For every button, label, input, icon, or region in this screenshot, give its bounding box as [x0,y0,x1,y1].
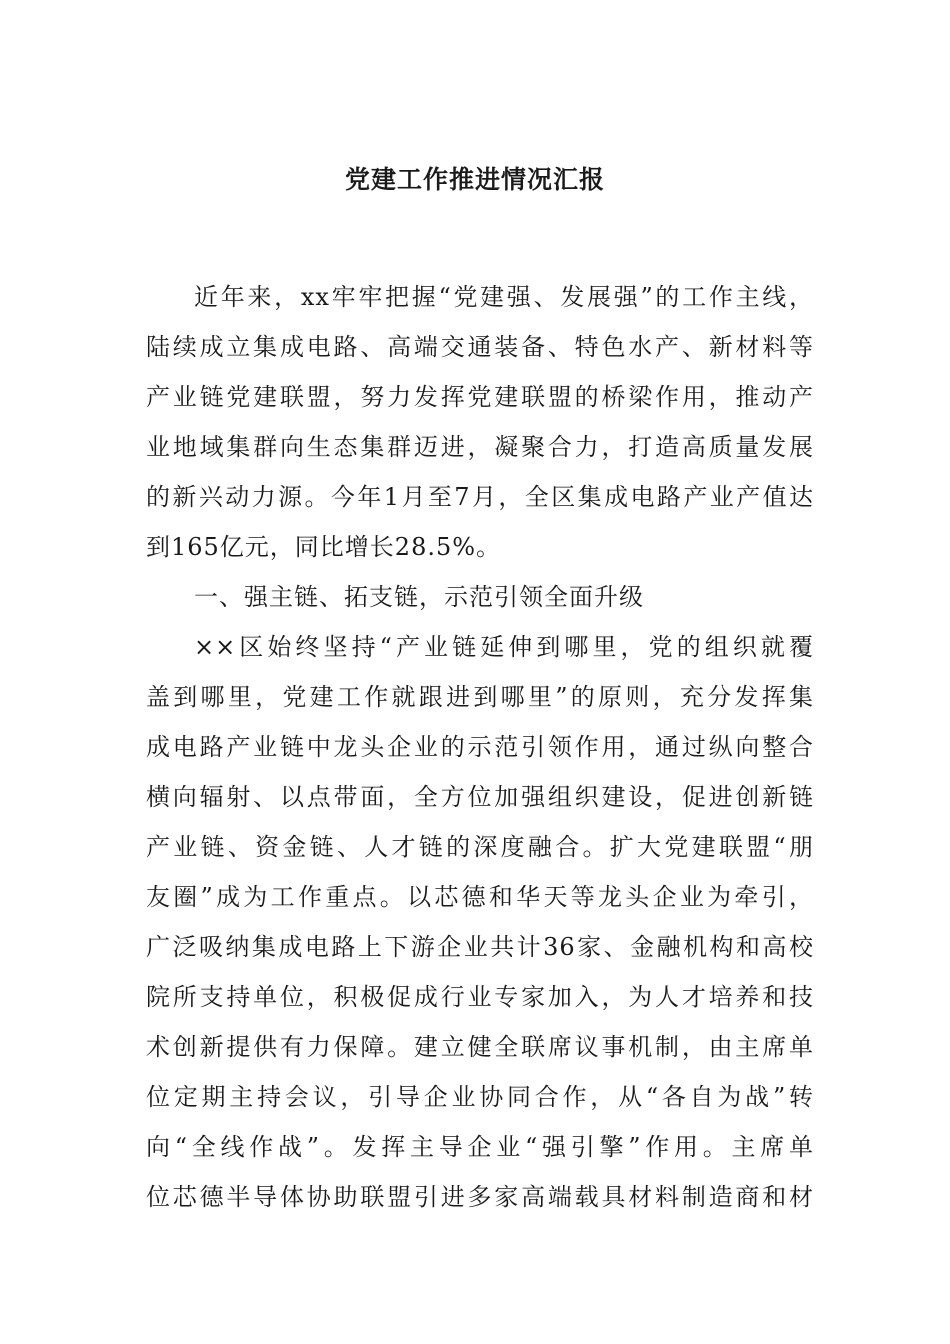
paragraph-line: 陆续成立集成电路、高端交通装备、特色水产、新材料等 [146,333,814,361]
paragraph-line: 向“全线作战”。发挥主导企业“强引擎”作用。主席单 [146,1133,814,1161]
paragraph-line: 业地域集群向生态集群迈进，凝聚合力，打造高质量发展 [146,433,814,461]
paragraph-line: 近年来，xx牢牢把握“党建强、发展强”的工作主线， [194,283,814,311]
paragraph-line: 产业链、资金链、人才链的深度融合。扩大党建联盟“朋 [146,833,814,861]
paragraph-line: 广泛吸纳集成电路上下游企业共计36家、金融机构和高校 [146,933,814,961]
paragraph-line: 成电路产业链中龙头企业的示范引领作用，通过纵向整合 [146,733,814,761]
paragraph-line: 院所支持单位，积极促成行业专家加入，为人才培养和技 [146,983,814,1011]
paragraph-line: 盖到哪里，党建工作就跟进到哪里”的原则，充分发挥集 [146,683,814,711]
section-heading: 一、强主链、拓支链，示范引领全面升级 [194,583,644,611]
paragraph-line: 术创新提供有力保障。建立健全联席议事机制，由主席单 [146,1033,814,1061]
paragraph-line: 到165亿元，同比增长28.5%。 [146,533,502,561]
document-body [146,272,814,1222]
paragraph-line: 位定期主持会议，引导企业协同合作，从“各自为战”转 [146,1083,814,1111]
paragraph-line: ××区始终坚持“产业链延伸到哪里，党的组织就覆 [194,633,814,661]
paragraph-line: 位芯德半导体协助联盟引进多家高端载具材料制造商和材 [146,1183,814,1211]
paragraph-line: 横向辐射、以点带面，全方位加强组织建设，促进创新链 [146,783,814,811]
paragraph-line: 产业链党建联盟，努力发挥党建联盟的桥梁作用，推动产 [146,383,814,411]
paragraph-line: 友圈”成为工作重点。以芯德和华天等龙头企业为牵引， [146,883,814,911]
document-title: 党建工作推进情况汇报 [344,165,605,194]
paragraph-line: 的新兴动力源。今年1月至7月，全区集成电路产业产值达 [146,483,814,511]
